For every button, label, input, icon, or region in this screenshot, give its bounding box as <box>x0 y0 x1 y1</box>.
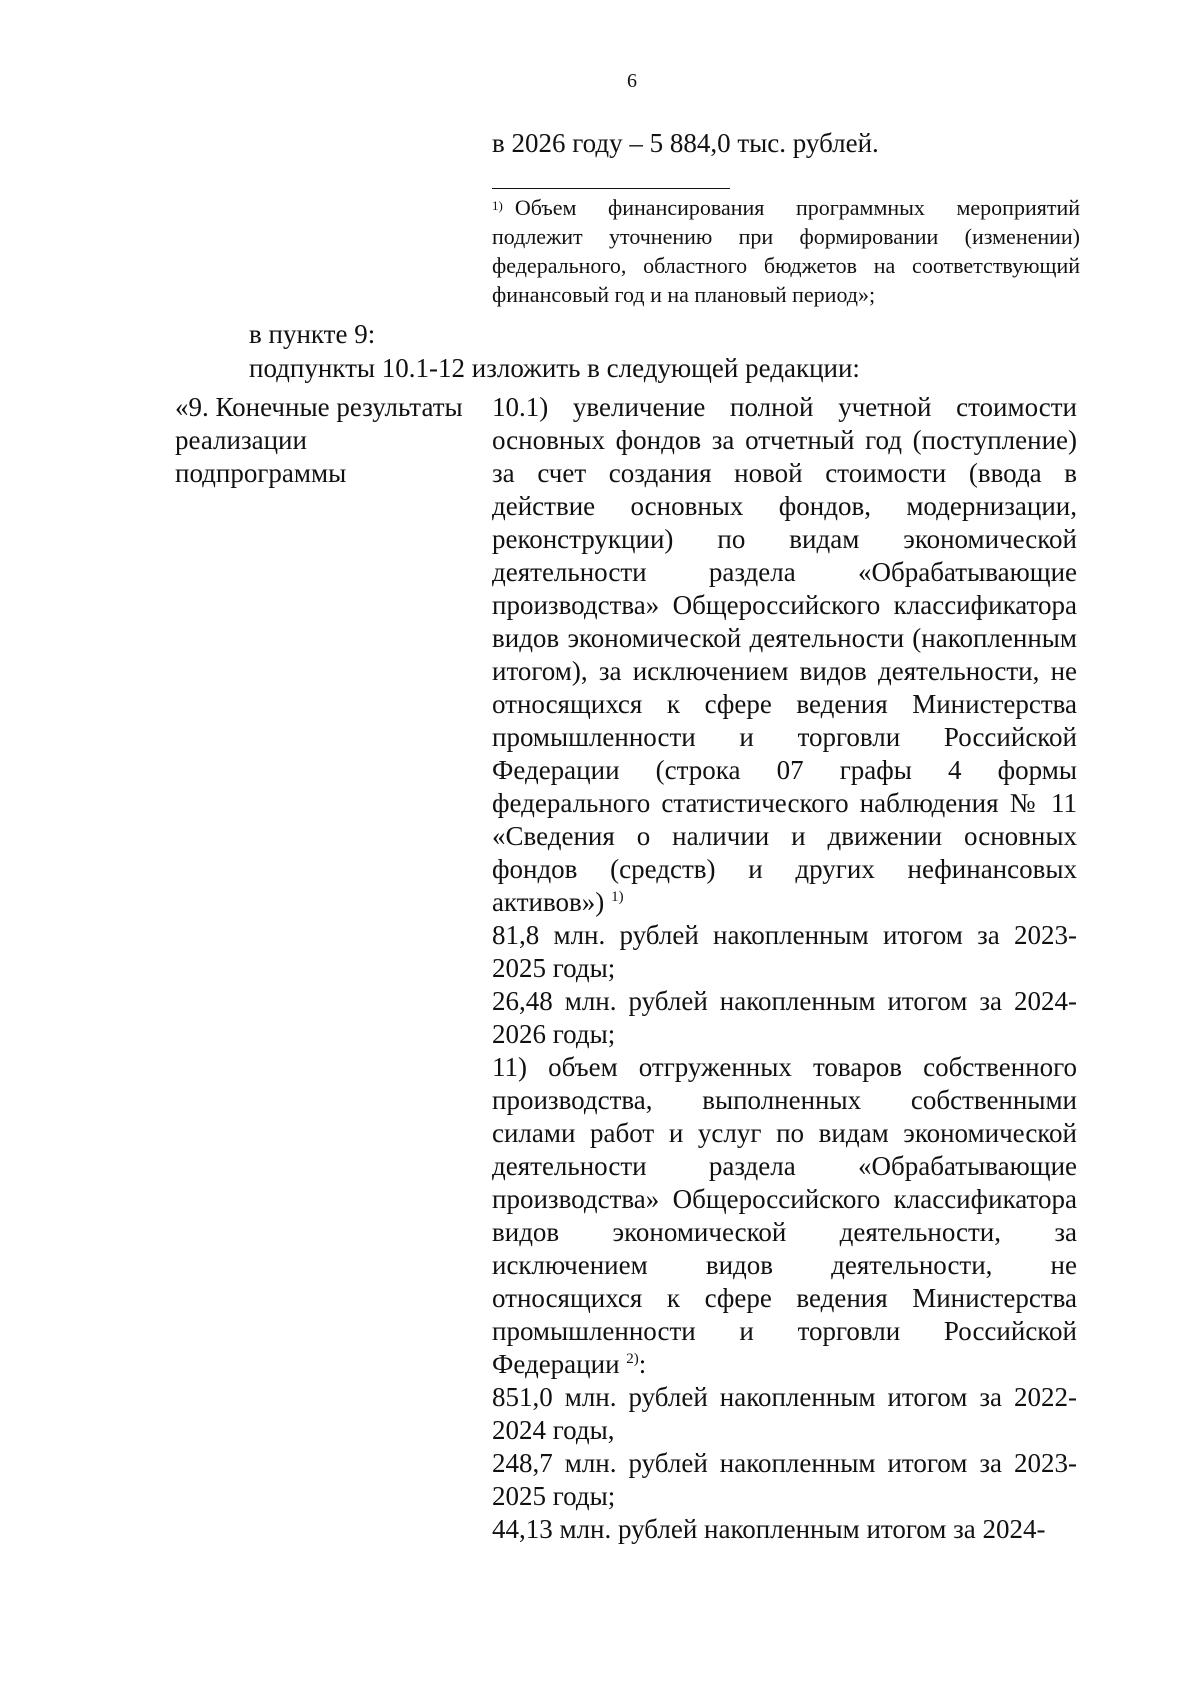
section-content <box>492 391 1077 1546</box>
footnote-paragraph <box>492 193 1080 309</box>
subpoint-11-text: 11) объем отгруженных товаров собственного производства, выполненных собственными силами работ и услуг по видам экономической деятельности раздела «Обрабатывающие производства» Общероссийского классификатора видов экономической деятельности, за исключением видов деятельности, не относящихся к сфере ведения Министерства промышленности и торговли Российской Федерации <box>492 1052 1077 1379</box>
target-value-2023-2025: 81,8 млн. рублей накопленным итогом за 2023-2025 годы; <box>492 920 1077 983</box>
target-value-2022-2024: 851,0 млн. рублей накопленным итогом за 2022-2024 годы, <box>492 1382 1077 1445</box>
footnote-ref-1: 1) <box>611 889 624 905</box>
footnote-text: Объем финансирования программных мероприятий подлежит уточнению при формировании (изменении) федерального, областного бюджетов на соответствующий финансовый год и на плановый период»; <box>492 195 1080 307</box>
section-label-line: реализации <box>175 425 307 455</box>
subpoint-10-1 <box>492 391 1077 919</box>
target-value-2023-2025-b: 248,7 млн. рублей накопленным итогом за 2023-2025 годы; <box>492 1448 1077 1511</box>
funding-year-line: в 2026 году – 5 884,0 тыс. рублей. <box>492 128 879 158</box>
target-value-2024-2026: 26,48 млн. рублей накопленным итогом за 2024-2026 годы; <box>492 986 1077 1049</box>
subpoint-11 <box>492 1051 1077 1381</box>
footnote-separator <box>492 188 730 189</box>
subpoint-11-colon: : <box>638 1349 647 1379</box>
footnote-mark: 1) <box>492 198 503 213</box>
footnote-ref-2: 2) <box>626 1351 639 1367</box>
section-label-line: «9. Конечные результаты <box>175 392 463 422</box>
page-number: 6 <box>627 70 637 92</box>
footnote <box>492 193 1080 309</box>
section-label <box>175 391 490 490</box>
target-value-2024-partial: 44,13 млн. рублей накопленным итогом за 2024- <box>492 1514 1046 1544</box>
instruction-point-9: в пункте 9: <box>249 319 376 349</box>
instruction-subpoints: подпункты 10.1-12 изложить в следующей редакции: <box>249 353 860 383</box>
subpoint-10-1-text: 10.1) увеличение полной учетной стоимости основных фондов за отчетный год (поступление) за счет создания новой стоимости (ввода в действие основных фондов, модернизации, реконструкции) по видам экономической деятельности раздела «Обрабатывающие производства» Общероссийского классификатора видов экономической деятельности (накопленным итогом), за исключением видов деятельности, не относящихся к сфере ведения Министерства промышленности и торговли Российской Федерации (строка 07 графы 4 формы федерального статистического наблюдения № 11 «Сведения о наличии и движении основных фондов (средств) и других нефинансовых активов») <box>492 392 1077 917</box>
section-label-line: подпрограммы <box>175 458 347 488</box>
